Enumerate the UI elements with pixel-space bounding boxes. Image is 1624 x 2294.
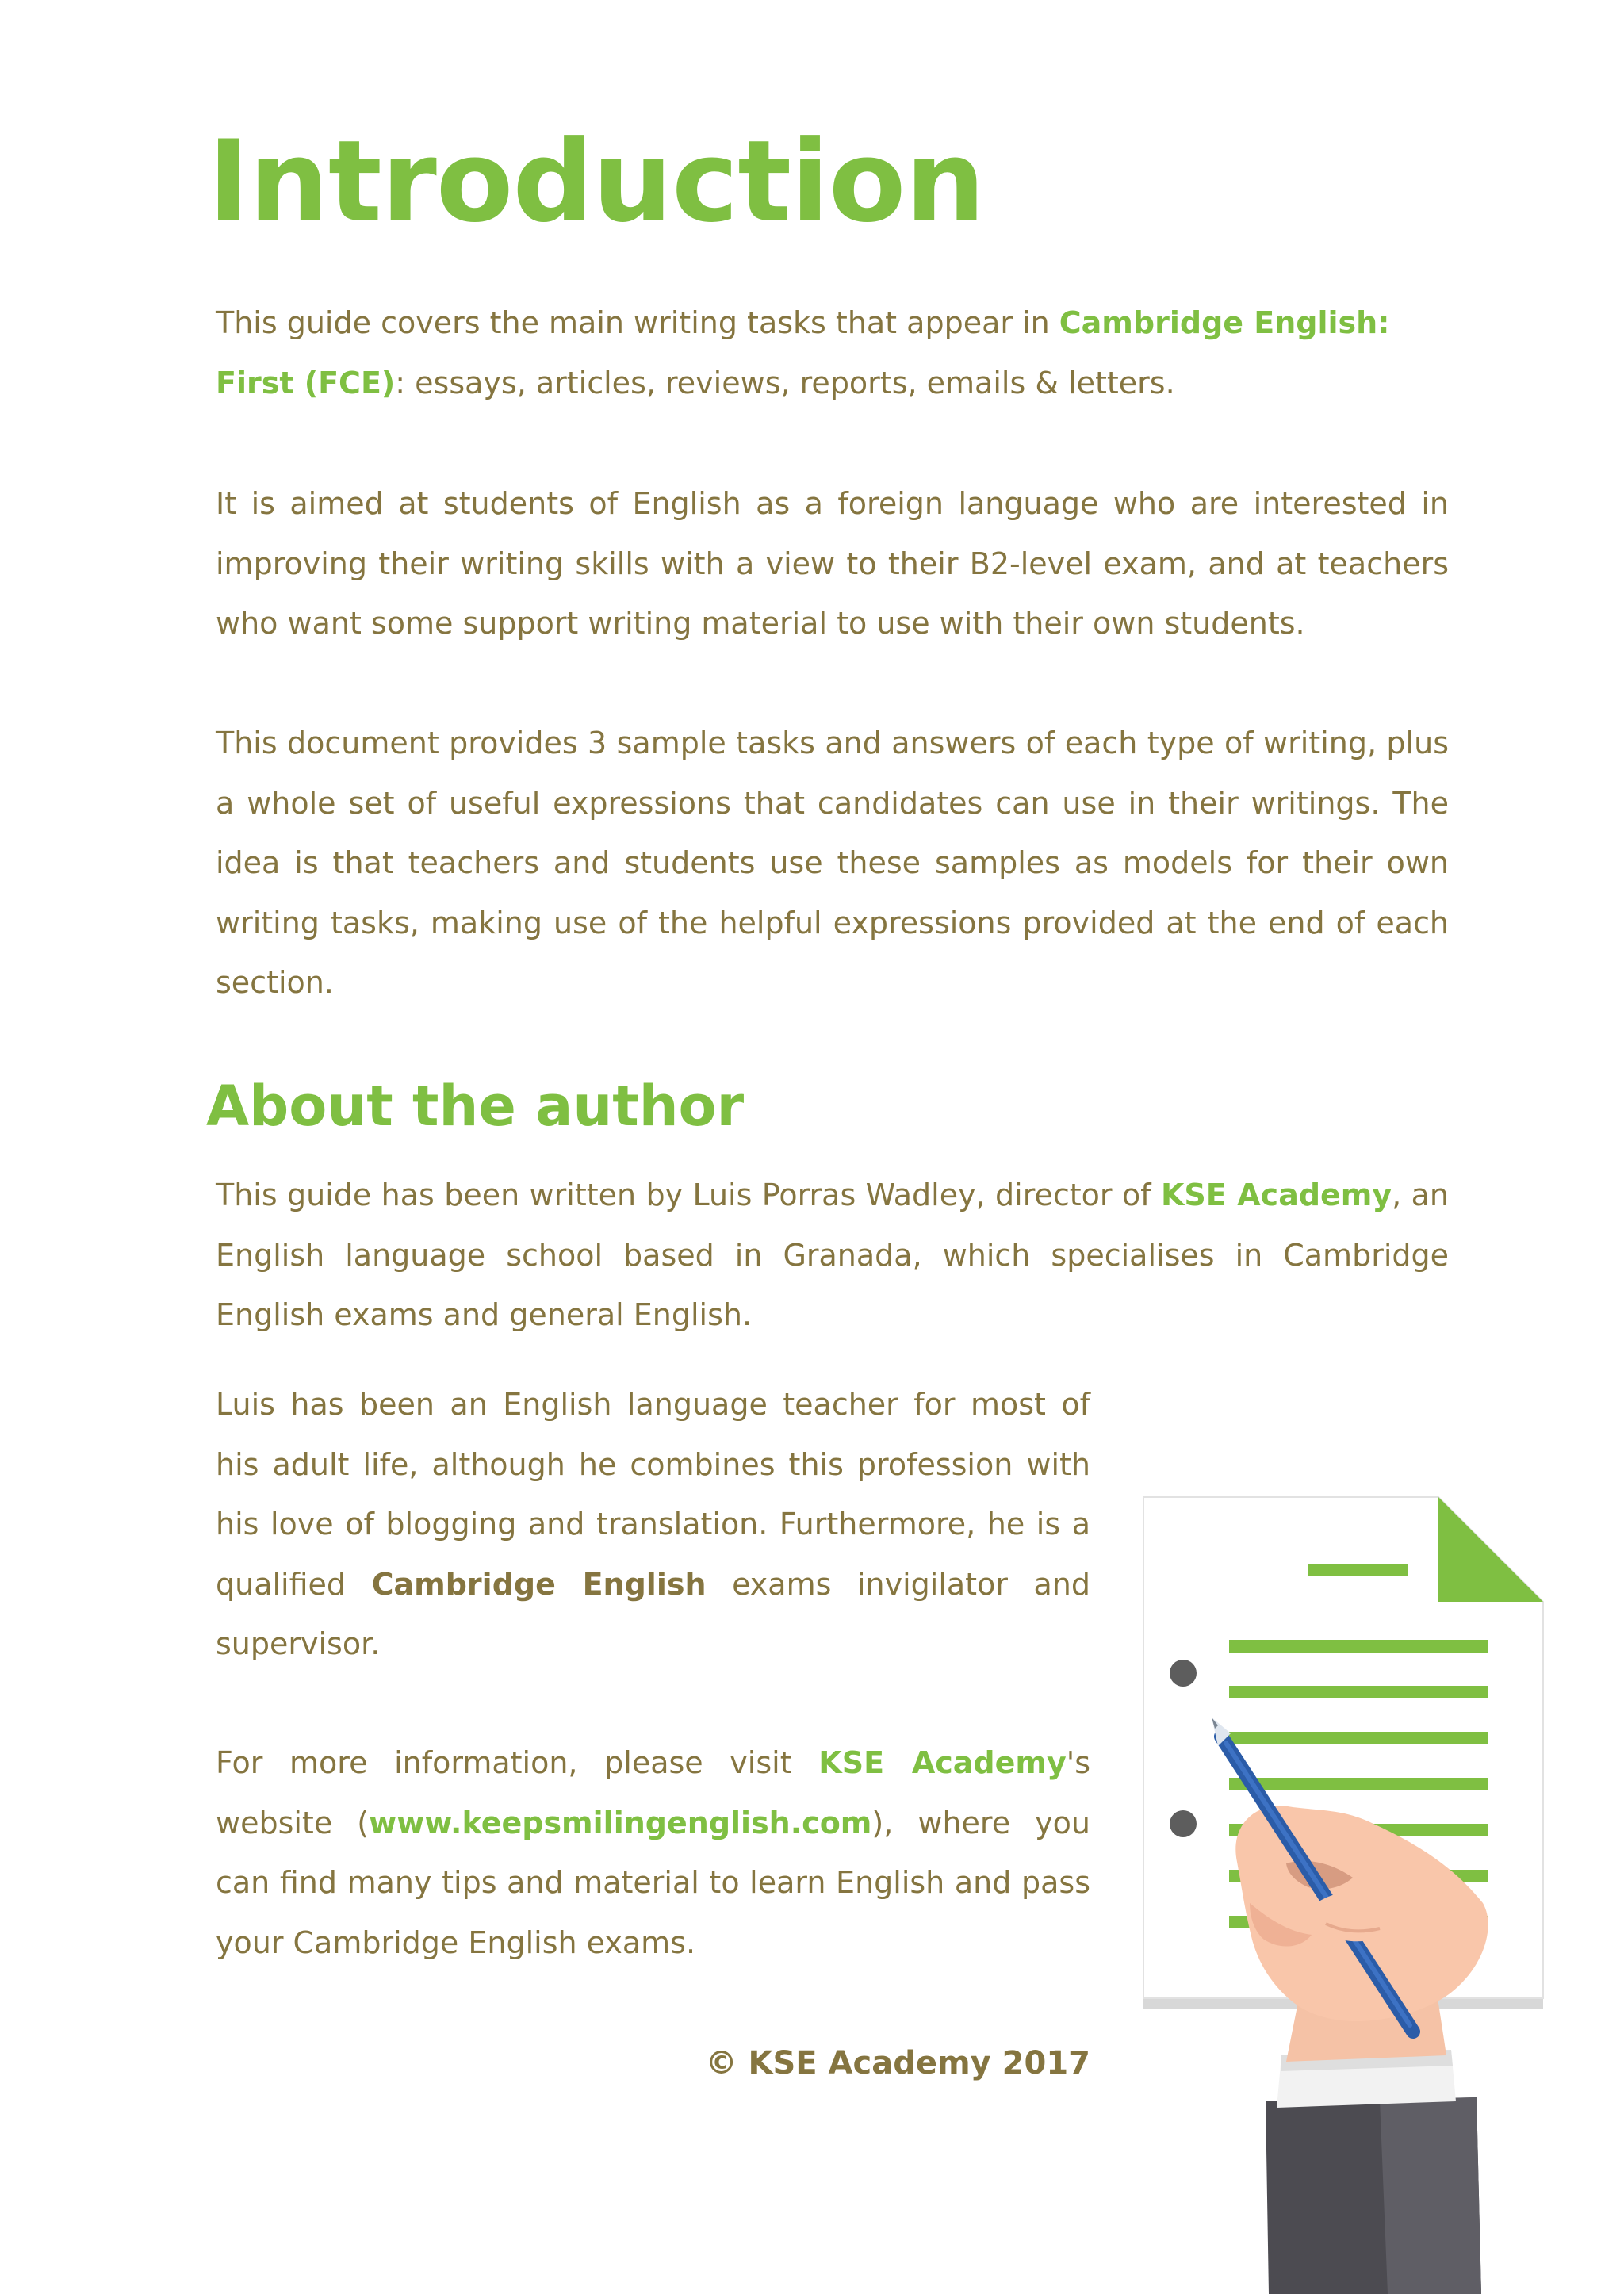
- intro-paragraph-3: This document provides 3 sample tasks and answers of each type of writing, plus a whole set of useful expressions that candidates can use in their writings. The idea is that teachers and students use these samples as models for their own writing tasks, making use of the helpful expressions provided at the end of each section.: [216, 726, 1449, 1000]
- kse-academy-brand-2: KSE Academy: [818, 1745, 1067, 1780]
- about-paragraph-1: [216, 1166, 1449, 1346]
- intro-p1-text-end: : essays, articles, reviews, reports, emails & letters.: [395, 365, 1175, 400]
- about-paragraph-2: [216, 1375, 1090, 1675]
- about-p2-text: Luis has been an English language teacher for most of his adult life, although he combines this profession with his love of blogging and translation. Furthermore, he is a qualified: [216, 1387, 1090, 1602]
- about-p1-text-end: , an English language school based in Granada, which specialises in Cambridge English exams and general English.: [216, 1178, 1449, 1332]
- about-paragraph-3: [216, 1733, 1090, 1973]
- intro-paragraph-2: It is aimed at students of English as a foreign language who are interested in improving their writing skills with a view to their B2-level exam, and at teachers who want some support writing material to use with their own students.: [216, 486, 1449, 641]
- about-p3-text: For more information, please visit: [216, 1745, 819, 1780]
- page-title: Introduction: [208, 117, 985, 247]
- cambridge-english-bold: Cambridge English: [371, 1566, 707, 1602]
- intro-paragraph-1: [216, 293, 1449, 413]
- folded-corner: [1438, 1497, 1543, 1602]
- exam-name-highlight: Cambridge English: First (FCE): [216, 305, 1390, 400]
- about-author-heading: About the author: [206, 1074, 745, 1139]
- copyright-notice: © KSE Academy 2017: [705, 2045, 1090, 2081]
- kse-academy-brand: KSE Academy: [1160, 1178, 1392, 1212]
- intro-p1-text: This guide covers the main writing tasks that appear in: [216, 305, 1059, 340]
- hand-writing-on-document-icon: [1118, 1491, 1624, 2294]
- about-p1-text: This guide has been written by Luis Porras Wadley, director of: [216, 1178, 1161, 1212]
- about-p3-text-end: ), where you can find many tips and material to learn English and pass your Cambridge English exams.: [216, 1805, 1090, 1960]
- about-p3-text-2: 's website (: [216, 1745, 1091, 1840]
- website-link[interactable]: www.keepsmilingenglish.com: [369, 1805, 872, 1840]
- about-p2-text-end: exams invigilator and supervisor.: [216, 1566, 1090, 1661]
